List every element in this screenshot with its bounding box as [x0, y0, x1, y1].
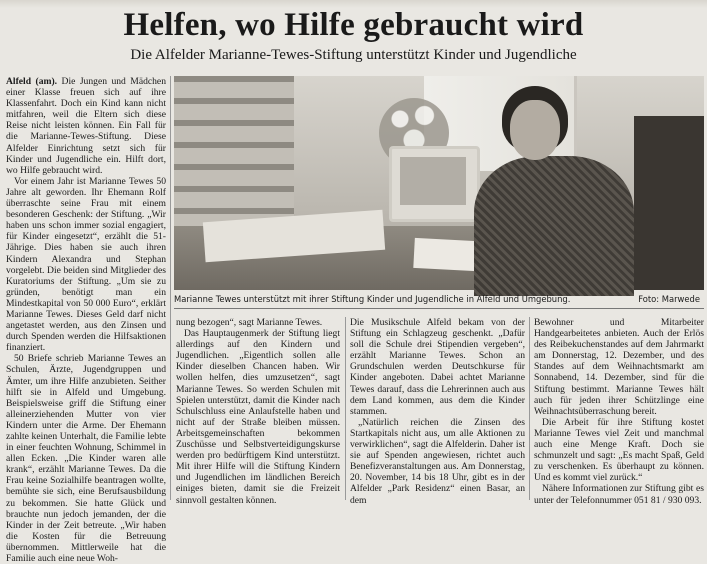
headline: Helfen, wo Hilfe gebraucht wird [123, 7, 584, 43]
article-paragraph [6, 353, 166, 564]
paragraph-text: Die Arbeit für ihre Stiftung kostet Marianne Tewes viel Zeit und manchmal auch eine Menge Kraft. Doch sie schmunzelt und sagt: „Es macht Spaß, Geld zu verschenken. Es überhaupt zu können. Und es kommt viel zurück.“ [534, 416, 704, 484]
column-divider [170, 76, 171, 500]
caption-text: Marianne Tewes unterstützt mit ihrer Stiftung Kinder und Jugendliche in Alfeld und Umgebung. [174, 294, 571, 304]
caption-rule [174, 308, 704, 309]
article-paragraph [534, 317, 704, 417]
article-column-3 [350, 317, 525, 506]
subheadline: Die Alfelder Marianne-Tewes-Stiftung unterstützt Kinder und Jugendliche [130, 47, 577, 63]
article-column-2 [176, 317, 340, 506]
paragraph-text: Vor einem Jahr ist Marianne Tewes 50 Jahre alt geworden. Ihr Ehemann Rolf überraschte seine Frau mit einem besonderen Geschenk: der Stiftung. „Wir haben uns schon immer sozial engagiert, für Kinder eingesetzt“, erzählt die 51-Jährige. Dies haben sie auch ihren Kindern Alexandra und Stephan vorgelebt. Die beiden sind Mitglieder des Kuratoriums der Stiftung. „Um sie zu gründen, benötigt man ein Mindestkapital von 50 000 Euro“, erklärt Marianne Tewes. Dieses Geld darf nicht angetastet werden, aus den Zinsen und durch Spenden werden die Hilfsaktionen finanziert. [6, 175, 166, 354]
photo-person [464, 86, 644, 290]
article-paragraph [350, 317, 525, 417]
article-column-4 [534, 317, 704, 506]
article-paragraph [534, 483, 704, 505]
paragraph-text: Das Hauptaugenmerk der Stiftung liegt allerdings auf den Kindern und Jugendlichen. „Eigentlich sollen alle Kinder dieselben Chancen haben. Wir wollen helfen, dies umzusetzen“, sagt Marianne Tewes. So werden Schulen mit Spielen unterstützt, damit die Kinder nach Schulschluss eine Anlaufstelle haben und nicht auf der Straße bleiben müssen. Arbeitsgemeinschaften bekommen Zuschüsse und Selbstverteidigungskurse werden pro bedürftigem Kind unterstützt. Mit ihrer Hilfe will die Stiftung Kindern und Jugendlichen im ländlichen Bereich einiges bieten, damit sie die Freizeit sinnvoll gestalten können. [176, 328, 340, 506]
column-divider [529, 317, 530, 500]
paragraph-text: 50 Briefe schrieb Marianne Tewes an Schulen, Ärzte, Jugendgruppen und Ämter, um ihre Hilfe anzubieten. Seither hilft sie in Alfeld und Umgebung. Beispielsweise griff die Stiftung einer alleinerziehenden Mutter von vier Kindern unter die Arme. Der Ehemann zahlte keinen Unterhalt, die Familie lebte in einer feuchten Wohnung, Schimmel in allen Ecken. „Die Kinder waren alle krank“, erzählt Marianne Tewes. Da die Frau keine Sozialhilfe beantragen wollte, bemühte sie sich, eine Berufsausbildung zu bekommen. Sie hatte Glück und brauchte nun jedoch jemanden, der die Kinder in der Zeit betreute. „Wir haben die Kosten für die Betreuung übernommen. Mittlerweile hat die Familie auch eine neue Woh- [6, 353, 166, 564]
paragraph-text: Die Jungen und Mädchen einer Klasse freuen sich auf ihre Klassenfahrt. Doch ein Kind kann nicht mitfahren, weil die Eltern sich diese Reise nicht leisten können. Ein Fall für die Marianne-Tewes-Stiftung. Diese Alfelder Einrichtung setzt sich für Kinder und Jugendliche ein. Hilft dort, wo Hilfe gebraucht wird. [6, 76, 166, 176]
paragraph-text: Die Musikschule Alfeld bekam von der Stiftung ein Schlagzeug geschenkt. „Dafür soll die Schule drei Stipendien vergeben“, erzählt Marianne Tewes. Schon an Grundschulen werden Deutschkurse für Kinder angeboten. Dabei achtet Marianne Tewes darauf, dass die Lehrerinnen auch aus dem Land kommen, aus dem die Kinder stammen. [350, 317, 525, 417]
article-paragraph [6, 76, 166, 176]
dateline: Alfeld (am). [6, 76, 58, 87]
article-paragraph [350, 417, 525, 506]
column-divider [345, 317, 346, 500]
article-paragraph [6, 176, 166, 354]
photo-shelf [174, 76, 294, 226]
paragraph-text: „Natürlich reichen die Zinsen des Startkapitals nicht aus, um alle Aktionen zu verwirklichen“, sagt die Alfelderin. Daher ist sie auf Spenden angewiesen, richtet auch Benefizveranstaltungen aus. Am Donnerstag, 20. November, 14 bis 18 Uhr, gibt es in der Alfelder „Park Residenz“ einen Basar, an dem [350, 416, 525, 506]
article-paragraph [176, 317, 340, 328]
article-paragraph [176, 328, 340, 506]
photo-credit: Foto: Marwede [638, 294, 700, 304]
article-photo [174, 76, 704, 290]
photo-chair [634, 116, 704, 290]
article-column-1 [6, 76, 166, 564]
paragraph-text: Nähere Informationen zur Stiftung gibt es unter der Telefonnummer 051 81 / 930 093. [534, 483, 704, 506]
paragraph-text: nung bezogen“, sagt Marianne Tewes. [176, 317, 323, 328]
photo-caption [174, 292, 704, 306]
article-paragraph [534, 417, 704, 484]
paragraph-text: Bewohner und Mitarbeiter Handgearbeitetes anbieten. Auch der Erlös des Reibekuchenstandes auf dem Jahrmarkt am Donnerstag, 12. Dezember, und des Standes auf dem Weihnachtsmarkt am Sonnabend, 14. Dezember, sind für die Stiftung bestimmt. Marianne Tewes hält auch für jeden ihrer Schützlinge eine Weihnachtsüberraschung bereit. [534, 317, 704, 417]
